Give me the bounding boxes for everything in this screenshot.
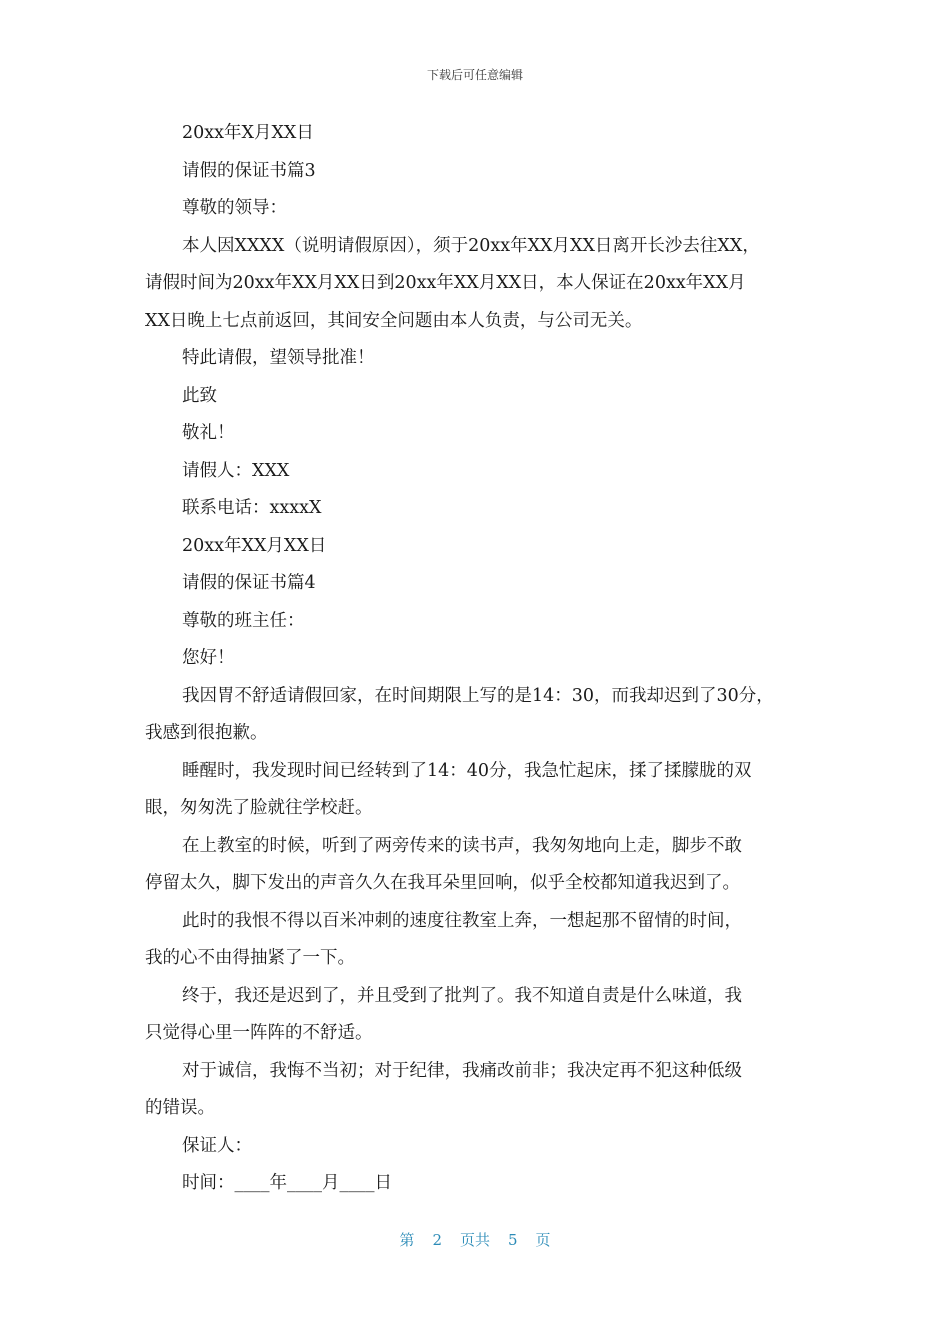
page-footer — [0, 1229, 950, 1250]
signature-line: 保证人： — [182, 1135, 252, 1156]
text-line: 敬礼！ — [182, 423, 235, 443]
date-line: 20xx年XX月XX日 — [182, 535, 327, 556]
text-line: 本人因XXXX（说明请假原因），须于20xx年XX月XX日离开长沙去往XX， — [182, 235, 760, 256]
total-pages-number: 5 — [508, 1231, 518, 1249]
text-line: 此时的我恨不得以百米冲刺的速度往教室上奔，一想起那不留情的时间， — [182, 910, 742, 931]
text-line: 只觉得心里一阵阵的不舒适。 — [145, 1023, 373, 1043]
text-line: 我感到很抱歉。 — [145, 723, 268, 743]
text-line: 睡醒时，我发现时间已经转到了14：40分，我急忙起床，揉了揉朦胧的双 — [182, 760, 752, 781]
footer-suffix: 页 — [535, 1231, 551, 1249]
text-line: 此致 — [182, 385, 217, 406]
text-line: XX日晚上七点前返回，其间安全问题由本人负责，与公司无关。 — [145, 310, 643, 331]
text-line: 的错误。 — [145, 1098, 215, 1118]
text-line: 20xx年X月XX日 — [182, 123, 314, 143]
text-line: 我因胃不舒适请假回家，在时间期限上写的是14：30，而我却迟到了30分， — [182, 685, 774, 706]
salutation: 尊敬的领导： — [182, 198, 287, 218]
section-title: 请假的保证书篇3 — [182, 160, 316, 181]
text-line: 眼，匆匆洗了脸就往学校赶。 — [145, 798, 373, 818]
text-line: 终于，我还是迟到了，并且受到了批判了。我不知道自责是什么味道，我 — [182, 985, 742, 1006]
text-line: 停留太久，脚下发出的声音久久在我耳朵里回响，似乎全校都知道我迟到了。 — [145, 873, 740, 893]
salutation: 尊敬的班主任： — [182, 610, 305, 631]
section-title: 请假的保证书篇4 — [182, 573, 316, 593]
contact-line: 联系电话：xxxxX — [182, 498, 322, 518]
text-line: 我的心不由得抽紧了一下。 — [145, 948, 355, 968]
document-body — [145, 115, 825, 1203]
text-line: 特此请假，望领导批准！ — [182, 348, 375, 368]
text-line: 您好！ — [182, 648, 235, 668]
text-line: 请假时间为20xx年XX月XX日到20xx年XX月XX日，本人保证在20xx年XX月 — [145, 273, 746, 293]
footer-mid: 页共 — [459, 1231, 490, 1249]
current-page-number: 2 — [432, 1231, 442, 1249]
text-line: 在上教室的时候，听到了两旁传来的读书声，我匆匆地向上走，脚步不敢 — [182, 835, 742, 856]
signature-line: 请假人：XXX — [182, 460, 290, 481]
header-note: 下载后可任意编辑 — [426, 68, 523, 82]
footer-prefix: 第 — [399, 1231, 415, 1249]
text-line: 对于诚信，我悔不当初；对于纪律，我痛改前非；我决定再不犯这种低级 — [182, 1060, 742, 1081]
date-line: 时间：____年____月____日 — [182, 1173, 392, 1193]
